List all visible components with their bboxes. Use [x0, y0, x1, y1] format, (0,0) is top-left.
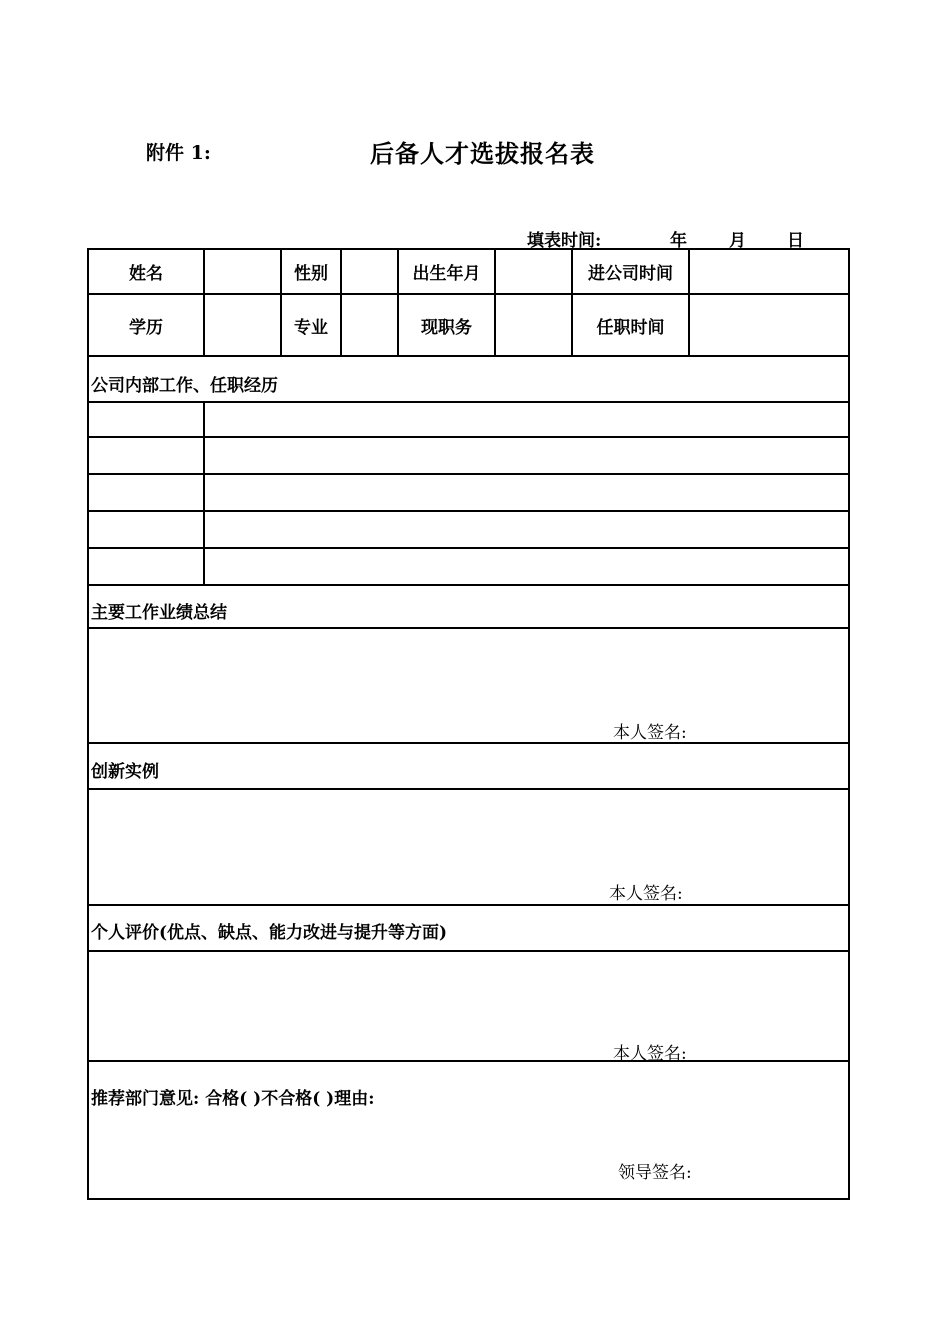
innovation-textarea[interactable] — [89, 790, 848, 904]
achievements-textarea[interactable] — [89, 629, 848, 742]
tenure-input[interactable] — [690, 295, 848, 355]
innovation-heading: 创新实例 — [91, 762, 159, 782]
birth-input[interactable] — [496, 250, 571, 293]
major-input[interactable] — [342, 295, 397, 355]
self-signature-label: 本人签名: — [609, 884, 683, 904]
education-label: 学历 — [129, 317, 163, 338]
self-signature-label: 本人签名: — [613, 1044, 687, 1064]
name-input[interactable] — [205, 250, 280, 293]
gender-input[interactable] — [342, 250, 397, 293]
recommendation-heading: 推荐部门意见: 合格( )不合格( )理由: — [91, 1089, 375, 1109]
birth-label: 出生年月 — [412, 264, 481, 284]
self-evaluation-heading: 个人评价(优点、缺点、能力改进与提升等方面) — [91, 923, 448, 943]
join-date-input[interactable] — [690, 250, 848, 293]
join-date-label: 进公司时间 — [588, 264, 673, 284]
month-label: 月 — [729, 231, 746, 251]
recommendation-textarea[interactable] — [89, 1114, 848, 1198]
year-label: 年 — [670, 231, 687, 251]
registration-form — [87, 248, 850, 1200]
work-history-heading: 公司内部工作、任职经历 — [91, 376, 278, 396]
row-divider — [89, 742, 848, 744]
row-divider — [89, 355, 848, 357]
day-label: 日 — [787, 231, 804, 251]
work-history-row[interactable] — [205, 438, 848, 473]
work-history-row[interactable] — [205, 549, 848, 584]
tenure-label: 任职时间 — [596, 317, 665, 338]
work-history-row[interactable] — [205, 475, 848, 510]
fill-time-label: 填表时间: — [527, 231, 602, 251]
major-label: 专业 — [294, 317, 328, 338]
attachment-label: 附件 1: — [146, 142, 211, 164]
name-label: 姓名 — [129, 264, 163, 284]
page-title: 后备人才选拔报名表 — [370, 139, 595, 168]
leader-signature-label: 领导签名: — [618, 1163, 692, 1183]
row-divider — [89, 904, 848, 906]
row-divider — [89, 584, 848, 586]
position-label: 现职务 — [421, 317, 472, 338]
position-input[interactable] — [496, 295, 571, 355]
gender-label: 性别 — [294, 264, 328, 284]
work-history-row[interactable] — [205, 512, 848, 547]
self-signature-label: 本人签名: — [613, 723, 687, 743]
achievements-heading: 主要工作业绩总结 — [91, 603, 227, 623]
self-evaluation-textarea[interactable] — [89, 952, 848, 1060]
row-divider — [89, 1060, 848, 1062]
work-history-row[interactable] — [205, 403, 848, 436]
education-input[interactable] — [205, 295, 280, 355]
